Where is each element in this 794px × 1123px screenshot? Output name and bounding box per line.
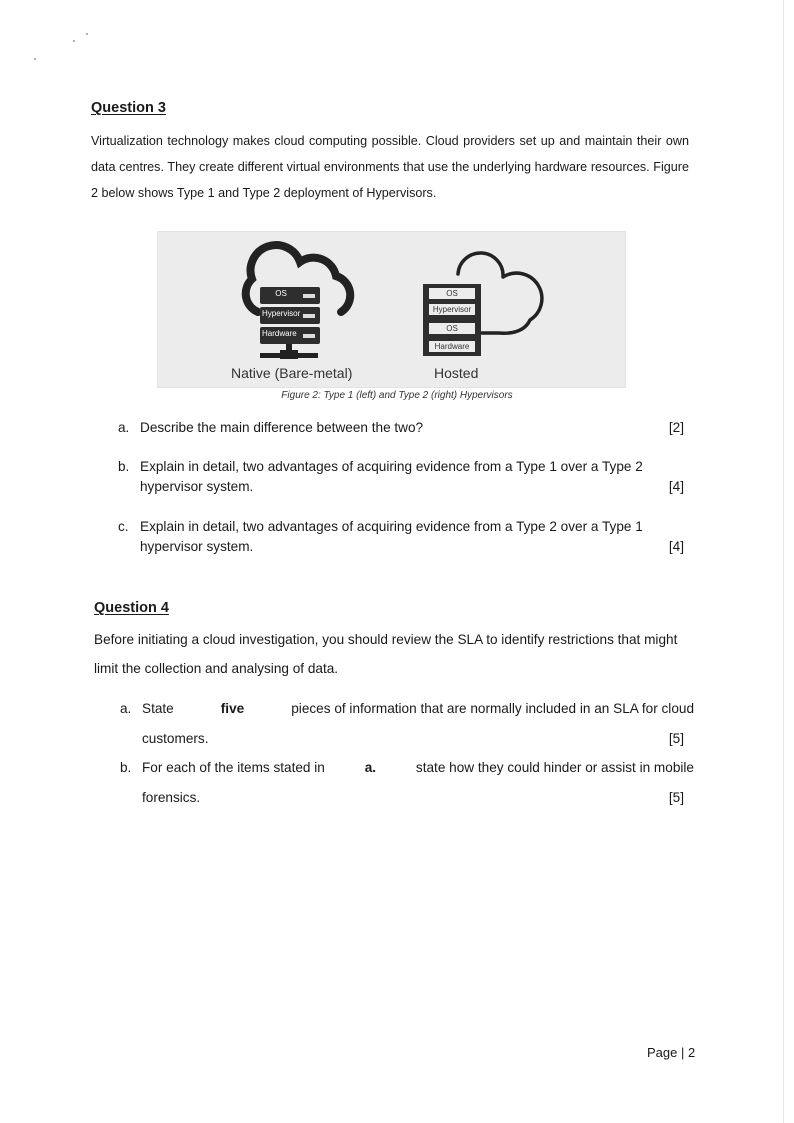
question-3-heading: Question 3: [91, 100, 166, 116]
stack-label-hypervisor: Hypervisor: [432, 305, 472, 314]
question-4b-line2: forensics.: [142, 790, 201, 805]
question-4-intro: Before initiating a cloud investigation, you should review the SLA to identify restrictions that might limit the collection and analysing of data.: [94, 632, 678, 676]
item-marker: b.: [118, 459, 130, 474]
page-number: Page | 2: [647, 1045, 696, 1060]
stack-label-os: OS: [446, 289, 458, 298]
item-text: Describe the main difference between the two?: [140, 420, 424, 435]
question-3c: [118, 519, 684, 559]
network-connector-icon: [260, 344, 318, 359]
item-marker: c.: [118, 519, 129, 534]
item-text: Explain in detail, two advantages of acquiring evidence from a Type 2 over a Type 1: [140, 519, 643, 534]
item-marker: a.: [118, 420, 130, 435]
question-3-intro: Virtualization technology makes cloud computing possible. Cloud providers set up and maintain their own data centres. They create different virtual environments that use the underlying hardware resources. Figure 2 below shows Type 1 and Type 2 deployment of Hypervisors.: [91, 134, 689, 200]
marks-4a: [5]: [668, 731, 684, 746]
question-3b: [118, 459, 684, 499]
item-text: For each of the items stated in a. state how they could hinder or assist in mobile: [142, 760, 694, 775]
item-marker: a.: [120, 701, 132, 716]
question-4a: [120, 701, 694, 721]
hypervisor-figure: [157, 231, 626, 388]
scan-edge: [783, 0, 784, 1123]
native-label: Native (Bare-metal): [231, 365, 353, 381]
item-text: State five pieces of information that are normally included in an SLA for cloud: [142, 701, 694, 716]
item-text: Explain in detail, two advantages of acquiring evidence from a Type 1 over a Type 2: [140, 459, 643, 474]
stack-label-os: OS: [446, 324, 458, 333]
marks-3b: [4]: [668, 479, 684, 494]
hypervisor-diagram: [158, 232, 625, 387]
hosted-label: Hosted: [434, 365, 479, 381]
question-4a-line2: customers.: [142, 731, 209, 746]
marks-3a: [2]: [668, 420, 684, 435]
scan-speck: [86, 33, 88, 35]
question-4-heading: Question 4: [94, 600, 169, 616]
scan-speck: [34, 58, 36, 60]
stack-label-hardware: Hardware: [434, 342, 470, 351]
marks-3c: [4]: [668, 539, 684, 554]
marks-4b: [5]: [668, 790, 684, 805]
item-text: hypervisor system.: [140, 539, 254, 554]
item-text: hypervisor system.: [140, 479, 254, 494]
stack-label-hardware: Hardware: [262, 329, 297, 338]
item-marker: b.: [120, 760, 132, 775]
scan-speck: [73, 40, 75, 42]
question-3a: [118, 420, 684, 440]
figure-caption: Figure 2: Type 1 (left) and Type 2 (right) Hypervisors: [281, 390, 513, 401]
stack-label-os: OS: [275, 289, 287, 298]
question-4b: [120, 760, 694, 780]
stack-label-hypervisor: Hypervisor: [262, 309, 301, 318]
